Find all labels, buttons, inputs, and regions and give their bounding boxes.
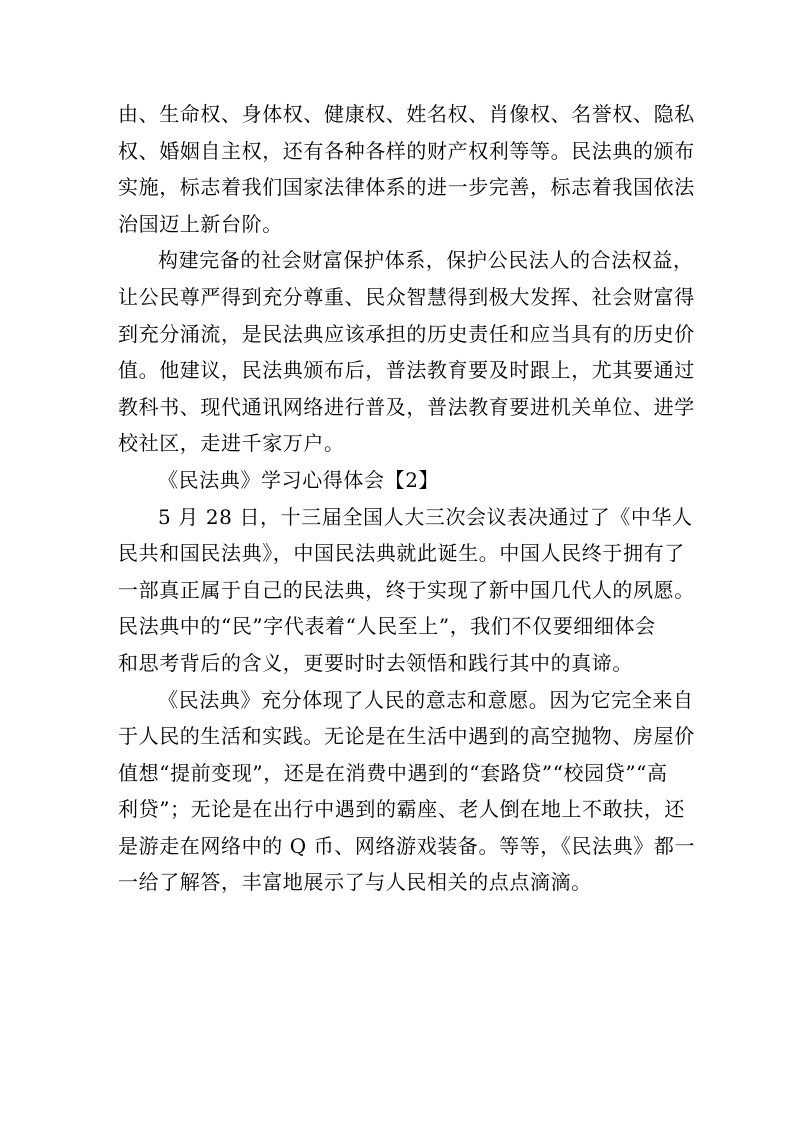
text-line: 民共和国民法典》，中国民法典就此诞生。中国人民终于拥有了 bbox=[118, 541, 685, 566]
paragraph-rights-list bbox=[118, 96, 695, 242]
text-line: 到充分涌流，是民法典应该承担的历史责任和应当具有的历史价 bbox=[118, 321, 695, 346]
text-line: 值。他建议，民法典颁布后，普法教育要及时跟上，尤其要通过 bbox=[118, 358, 695, 383]
text-line: 民法典中的“民”字代表着“人民至上”，我们不仅要细细体会 bbox=[118, 614, 656, 639]
text-line: 实施，标志着我们国家法律体系的进一步完善，标志着我国依法 bbox=[118, 175, 695, 200]
text-line: 是游走在网络中的 Q 币、网络游戏装备。等等，《民法典》都一 bbox=[118, 833, 696, 858]
text-line: 让公民尊严得到充分尊重、民众智慧得到极大发挥、社会财富得 bbox=[118, 284, 695, 309]
paragraph-code-birth bbox=[118, 499, 695, 682]
text-line: 和思考背后的含义，更要时时去领悟和践行其中的真谛。 bbox=[118, 650, 633, 675]
section-heading bbox=[118, 462, 680, 499]
paragraph-wealth-protection bbox=[118, 242, 695, 462]
document-page bbox=[118, 96, 696, 901]
text-line: 《民法典》充分体现了人民的意志和意愿。因为它完全来自 bbox=[158, 687, 694, 712]
paragraph-people-will bbox=[118, 682, 696, 902]
text-line: 教科书、现代通讯网络进行普及，普法教育要进机关单位、进学 bbox=[118, 394, 695, 419]
text-line: 权、婚姻自主权，还有各种各样的财产权利等等。民法典的颁布 bbox=[118, 138, 695, 163]
text-line: 于人民的生活和实践。无论是在生活中遇到的高空抛物、房屋价 bbox=[118, 724, 695, 749]
text-line: 一给了解答，丰富地展示了与人民相关的点点滴滴。 bbox=[118, 870, 592, 895]
text-line: 值想“提前变现”，还是在消费中遇到的“套路贷”“校园贷”“高 bbox=[118, 760, 668, 785]
text-line: 构建完备的社会财富保护体系，保护公民法人的合法权益， bbox=[158, 248, 694, 273]
text-line: 利贷”；无论是在出行中遇到的霸座、老人倒在地上不敢扶，还 bbox=[118, 797, 686, 822]
heading-text: 《民法典》学习心得体会【2】 bbox=[158, 467, 440, 492]
text-line: 由、生命权、身体权、健康权、姓名权、肖像权、名誉权、隐私 bbox=[118, 102, 695, 126]
text-line: 一部真正属于自己的民法典，终于实现了新中国几代人的夙愿。 bbox=[118, 577, 695, 602]
text-line: 治国迈上新台阶。 bbox=[118, 211, 283, 236]
text-line: 5 月 28 日，十三届全国人大三次会议表决通过了《中华人 bbox=[158, 504, 693, 529]
text-line: 校社区，走进千家万户。 bbox=[118, 431, 345, 456]
